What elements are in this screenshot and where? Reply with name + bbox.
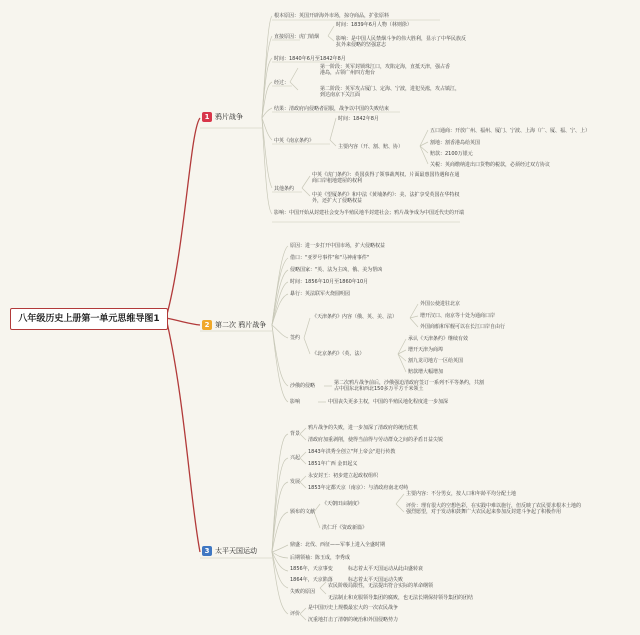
node: 主要内容（开、割、赔、协） (338, 144, 404, 150)
node: 借口："亚罗号事件"和"马神甫事件" (290, 255, 370, 261)
node: 无法制止和克服领导集团的腐败，也无法长期保持领导集团的团结 (328, 595, 474, 601)
node: 割九龙司地方一区给英国 (408, 358, 464, 364)
branch-second-opium-war[interactable] (202, 320, 266, 330)
node: 时间：1839年6月人物（林则徐） (336, 22, 412, 28)
node: 后期领袖：陈玉成，李秀成 (290, 555, 351, 561)
node: 割地：割香港岛给英国 (430, 140, 481, 146)
node: 1853年定都天京（南京）：与清政府南北对峙 (308, 485, 409, 491)
node: 第二次鸦片战争前后，沙俄强迫清政府签订一系列不平等条约，共割占中国东北和西北150多万平方千米领土 (334, 380, 485, 392)
node: 增开天津为商埠 (408, 347, 444, 353)
node: 赔款增大幅增加 (408, 369, 444, 375)
node: 中美《望厦条约》和中法《黄埔条约》：美、法扩享受英国在华特权外，还扩大了侵略权益 (312, 192, 460, 204)
node: 时间：1856年10月至1860年10月 (290, 279, 369, 285)
branch-opium-war[interactable] (202, 112, 243, 122)
node: 沙俄的侵略 (290, 383, 316, 389)
node: 鸦片战争的失败，进一步加深了清政府的统治危机 (308, 425, 419, 431)
root-title: 八年级历史上册第一单元思维导图1 (10, 308, 168, 330)
branch-label: 第二次 鸦片战争 (215, 321, 267, 329)
node: 赔款：2100万银元 (430, 151, 473, 157)
node: 是中国历史上规模最宏大的一次农民战争 (308, 605, 399, 611)
node: 签约 (290, 335, 301, 341)
node: 第二阶段：英军攻占厦门、定海、宁波，进犯吴淞，攻占镇江，到达南京下关江面 (320, 86, 461, 98)
node: 承认《天津条约》继续有效 (408, 336, 469, 342)
node: 背景 (290, 431, 301, 437)
node: 时间：1840年6月至1842年8月 (274, 56, 346, 62)
node: 发展 (290, 479, 301, 485)
node: 1856年，天京事变 (290, 566, 333, 572)
node: 农民阶级局限性，无法提出符合实际的革命纲领 (328, 583, 434, 589)
node: 清政府加重剥削，使得当前得与劳动群众之间的矛盾日益尖锐 (308, 437, 444, 443)
node: 1843年洪秀全创立"拜上帝会"进行传教 (308, 449, 396, 455)
node: 其他条约 (274, 186, 295, 192)
node: 永安封王：初步建立起政权组织 (308, 473, 379, 479)
node: 原因：进一步打开中国市场，扩大侵略权益 (290, 243, 386, 249)
node: 第一阶段：英军封锁珠江口，攻陷定海，直抵天津，强占香港岛，占领广州四方炮台 (320, 64, 451, 76)
node: 直接原因：虎门销烟 (274, 34, 320, 40)
node: 主要内容：不分男女，按人口和年龄平均分配土地 (406, 491, 517, 497)
node: 鼎盛：北伐、西征——军事上进入全盛时期 (290, 542, 386, 548)
node: 时间：1842年8月 (338, 116, 379, 122)
node: 暴行：英法联军火烧圆明园 (290, 291, 351, 297)
node: 1851年广西 金田起义 (308, 461, 358, 467)
node: 中英《南京条约》 (274, 138, 315, 144)
node: 《天津条约》内容（俄、英、美、法） (312, 314, 398, 320)
node: 增开汉口、南京等十处为通商口岸 (420, 313, 496, 319)
node: 外国商船和军舰可以在长江口岸自由行 (420, 324, 506, 330)
node: 影响：中国开始从封建社会变为半殖民地半封建社会；鸦片战争成为中国近代史的开端 (274, 210, 465, 216)
node: 评价：理有很大的空想色彩，在实践中难以施行，但反映了农民要求根本土地的强烈愿望，对于发动和鼓舞广大农民起来参加反封建斗争起了积极作用 (406, 503, 582, 515)
node: 《天朝田亩制度》 (322, 501, 363, 507)
node: 标志着太平天国运动从此由盛转衰 (348, 566, 424, 572)
branch-number: 3 (202, 546, 212, 556)
node: 《北京条约》（英、法） (312, 351, 365, 357)
node: 影响 (290, 399, 301, 405)
node: 根本原因：英国开辟海外市场，掠夺商品，扩张原料 (274, 13, 390, 19)
node: 评价 (290, 611, 301, 617)
node: 五口通商：开放广州、福州、厦门、宁波、上海（广、厦、福、宁、上） (430, 128, 591, 134)
node: 标志着太平天国运动失败 (348, 577, 404, 583)
node: 中国丧失更多主权，中国的半殖民地化程度进一步加深 (328, 399, 449, 405)
node: 颁布的文献 (290, 509, 316, 515)
branch-taiping[interactable] (202, 546, 257, 556)
node: 中英《虎门条约》：英国获得了领事裁判权、片面最惠国待遇和在通商口岸租地建屋的权利 (312, 172, 460, 184)
node: 失败的原因 (290, 589, 316, 595)
branch-number: 2 (202, 320, 212, 330)
node: 1864年，天京陷落 (290, 577, 333, 583)
node: 侵略国家："英、法为主凶，俄、美为帮凶 (290, 267, 383, 273)
node: 影响：是中国人民禁烟斗争的伟大胜利，显示了中华民族反抗外来侵略的坚强意志 (336, 36, 467, 48)
branch-label: 鸦片战争 (215, 113, 243, 121)
node: 外国公使进驻北京 (420, 301, 461, 307)
node: 兴起 (290, 455, 301, 461)
node: 经过： (274, 80, 290, 86)
node: 结果：清政府向侵略者屈服，战争以中国的失败结束 (274, 106, 390, 112)
node: 洪仁玕《资政新篇》 (322, 525, 368, 531)
branch-label: 太平天国运动 (215, 547, 257, 555)
node: 沉重地打击了清朝的统治和外国侵略势力 (308, 617, 399, 623)
node: 关税：英商缴纳进出口货物的税款，必须经过双方协议 (430, 162, 551, 168)
branch-number: 1 (202, 112, 212, 122)
